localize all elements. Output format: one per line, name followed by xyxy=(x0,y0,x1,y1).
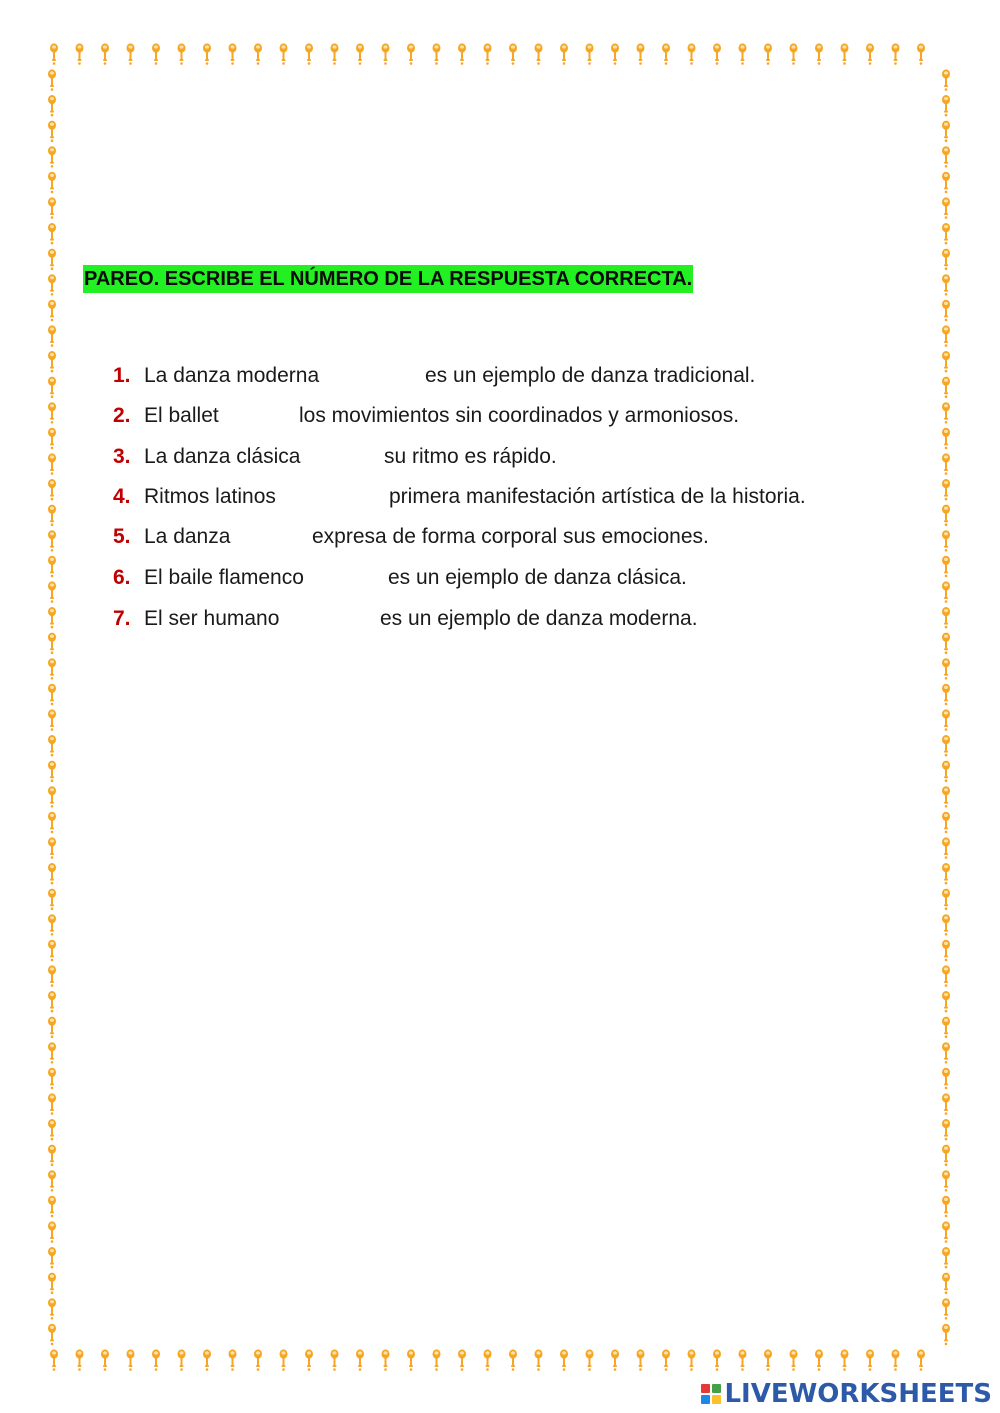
maraca-icon xyxy=(815,43,823,64)
maraca-icon xyxy=(942,1324,950,1345)
maraca-icon xyxy=(866,1349,874,1370)
maraca-icon xyxy=(509,43,517,64)
logo-square-1 xyxy=(701,1384,710,1393)
maraca-icon xyxy=(942,837,950,858)
item-number: 5. xyxy=(113,525,131,548)
logo-square-3 xyxy=(701,1395,710,1404)
item-definition: es un ejemplo de danza moderna. xyxy=(380,607,698,630)
maraca-icon xyxy=(203,1349,211,1370)
item-definition: su ritmo es rápido. xyxy=(384,445,557,468)
maraca-icon xyxy=(484,1349,492,1370)
maraca-icon xyxy=(382,1349,390,1370)
logo-mark-icon xyxy=(701,1384,721,1404)
maraca-icon xyxy=(48,95,56,116)
maraca-icon xyxy=(942,709,950,730)
maraca-icon xyxy=(942,761,950,782)
maraca-icon xyxy=(48,1170,56,1191)
maraca-icon xyxy=(331,43,339,64)
item-term: La danza xyxy=(144,525,231,548)
item-number: 6. xyxy=(113,566,131,589)
maraca-icon xyxy=(535,43,543,64)
maraca-icon xyxy=(254,43,262,64)
maraca-icon xyxy=(433,1349,441,1370)
maraca-icon xyxy=(739,1349,747,1370)
maraca-icon xyxy=(815,1349,823,1370)
logo-text: LIVEWORKSHEETS xyxy=(724,1379,992,1409)
maraca-icon xyxy=(942,786,950,807)
maraca-icon xyxy=(50,1349,58,1370)
maraca-icon xyxy=(611,1349,619,1370)
item-term: El ser humano xyxy=(144,607,280,630)
match-item xyxy=(0,563,1000,593)
maraca-icon xyxy=(48,1273,56,1294)
maraca-icon xyxy=(637,43,645,64)
maraca-icon xyxy=(942,658,950,679)
maraca-icon xyxy=(101,1349,109,1370)
liveworksheets-logo xyxy=(701,1377,992,1411)
maraca-icon xyxy=(942,1273,950,1294)
maraca-icon xyxy=(48,1068,56,1089)
maraca-icon xyxy=(433,43,441,64)
maraca-icon xyxy=(560,43,568,64)
maraca-icon xyxy=(48,914,56,935)
maraca-icon xyxy=(48,812,56,833)
maraca-icon xyxy=(48,300,56,321)
maraca-icon xyxy=(458,1349,466,1370)
maraca-icon xyxy=(942,69,950,90)
maraca-icon xyxy=(942,1042,950,1063)
maraca-icon xyxy=(942,300,950,321)
maraca-icon xyxy=(48,1221,56,1242)
match-item xyxy=(0,522,1000,552)
maraca-icon xyxy=(152,43,160,64)
maraca-icon xyxy=(48,991,56,1012)
maraca-icon xyxy=(942,172,950,193)
item-number: 1. xyxy=(113,364,131,387)
match-item xyxy=(0,401,1000,431)
maraca-icon xyxy=(48,786,56,807)
item-definition: primera manifestación artística de la historia. xyxy=(389,485,806,508)
maraca-icon xyxy=(48,274,56,295)
maraca-icon xyxy=(586,43,594,64)
maraca-icon xyxy=(942,146,950,167)
maraca-icon xyxy=(764,1349,772,1370)
maraca-icon xyxy=(942,863,950,884)
maraca-icon xyxy=(48,69,56,90)
maraca-icon xyxy=(48,684,56,705)
maraca-icon xyxy=(48,1119,56,1140)
maraca-icon xyxy=(356,43,364,64)
maraca-icon xyxy=(48,658,56,679)
maraca-icon xyxy=(484,43,492,64)
match-item xyxy=(0,442,1000,472)
maraca-icon xyxy=(356,1349,364,1370)
maraca-icon xyxy=(509,1349,517,1370)
maraca-icon xyxy=(152,1349,160,1370)
maraca-icon xyxy=(942,249,950,270)
maraca-icon xyxy=(48,761,56,782)
maraca-icon xyxy=(662,1349,670,1370)
maraca-icon xyxy=(942,1145,950,1166)
maraca-icon xyxy=(866,43,874,64)
item-term: La danza moderna xyxy=(144,364,320,387)
item-number: 3. xyxy=(113,445,131,468)
maraca-icon xyxy=(586,1349,594,1370)
maraca-icon xyxy=(305,1349,313,1370)
maraca-icon xyxy=(127,1349,135,1370)
maraca-icon xyxy=(942,223,950,244)
item-term: Ritmos latinos xyxy=(144,485,276,508)
item-definition: expresa de forma corporal sus emociones. xyxy=(312,525,709,548)
match-item xyxy=(0,604,1000,634)
maraca-icon xyxy=(611,43,619,64)
maraca-icon xyxy=(48,1017,56,1038)
maraca-icon xyxy=(535,1349,543,1370)
maraca-icon xyxy=(48,965,56,986)
maraca-icon xyxy=(48,1145,56,1166)
maraca-icon xyxy=(48,249,56,270)
item-number: 4. xyxy=(113,485,131,508)
maraca-icon xyxy=(764,43,772,64)
maraca-icon xyxy=(942,940,950,961)
item-definition: los movimientos sin coordinados y armoniosos. xyxy=(299,404,740,427)
maraca-icon xyxy=(942,274,950,295)
maraca-icon xyxy=(48,1298,56,1319)
maraca-icon xyxy=(48,146,56,167)
maraca-icon xyxy=(841,1349,849,1370)
maraca-icon xyxy=(637,1349,645,1370)
item-definition: es un ejemplo de danza tradicional. xyxy=(425,364,756,387)
maraca-icon xyxy=(841,43,849,64)
maraca-icon xyxy=(229,1349,237,1370)
maraca-icon xyxy=(942,1298,950,1319)
maraca-icon xyxy=(942,812,950,833)
maraca-icon xyxy=(942,1093,950,1114)
maraca-icon xyxy=(48,223,56,244)
logo-square-2 xyxy=(712,1384,721,1393)
maraca-icon xyxy=(48,735,56,756)
maraca-icon xyxy=(942,633,950,654)
maraca-icon xyxy=(942,1170,950,1191)
maraca-icon xyxy=(48,1042,56,1063)
maraca-icon xyxy=(942,121,950,142)
maraca-icon xyxy=(942,735,950,756)
maraca-icon xyxy=(203,43,211,64)
instruction-heading: PAREO. ESCRIBE EL NÚMERO DE LA RESPUESTA CORRECTA. xyxy=(83,265,693,293)
item-definition: es un ejemplo de danza clásica. xyxy=(388,566,687,589)
maraca-icon xyxy=(280,43,288,64)
maraca-icon xyxy=(101,43,109,64)
maraca-icon xyxy=(48,121,56,142)
maraca-icon xyxy=(942,1196,950,1217)
maraca-icon xyxy=(688,43,696,64)
maraca-icon xyxy=(942,325,950,346)
maraca-icon xyxy=(50,43,58,64)
maraca-icon xyxy=(76,1349,84,1370)
maraca-icon xyxy=(942,684,950,705)
maraca-icon xyxy=(713,43,721,64)
maraca-icon xyxy=(942,914,950,935)
maraca-icon xyxy=(382,43,390,64)
maraca-icon xyxy=(942,991,950,1012)
maraca-icon xyxy=(458,43,466,64)
maraca-icon xyxy=(48,709,56,730)
maraca-icon xyxy=(127,43,135,64)
logo-square-4 xyxy=(712,1395,721,1404)
maraca-icon xyxy=(917,1349,925,1370)
item-term: La danza clásica xyxy=(144,445,301,468)
maraca-icon xyxy=(48,1196,56,1217)
item-number: 2. xyxy=(113,404,131,427)
maraca-icon xyxy=(790,43,798,64)
maraca-icon xyxy=(560,1349,568,1370)
maraca-icon xyxy=(280,1349,288,1370)
maraca-icon xyxy=(942,1068,950,1089)
maraca-icon xyxy=(942,1247,950,1268)
maraca-icon xyxy=(48,1324,56,1345)
match-item xyxy=(0,361,1000,391)
maraca-icon xyxy=(942,95,950,116)
maraca-icon xyxy=(688,1349,696,1370)
maraca-icon xyxy=(331,1349,339,1370)
maraca-icon xyxy=(917,43,925,64)
maraca-icon xyxy=(48,1093,56,1114)
item-term: El ballet xyxy=(144,404,219,427)
maraca-icon xyxy=(48,837,56,858)
maraca-icon xyxy=(254,1349,262,1370)
maraca-icon xyxy=(76,43,84,64)
maraca-icon xyxy=(662,43,670,64)
maraca-icon xyxy=(892,1349,900,1370)
maraca-icon xyxy=(942,1017,950,1038)
maraca-icon xyxy=(942,965,950,986)
maraca-icon xyxy=(48,863,56,884)
maraca-icon xyxy=(48,633,56,654)
match-item xyxy=(0,482,1000,512)
maraca-icon xyxy=(48,940,56,961)
item-number: 7. xyxy=(113,607,131,630)
maraca-icon xyxy=(48,1247,56,1268)
maraca-icon xyxy=(48,197,56,218)
maraca-icon xyxy=(229,43,237,64)
maraca-icon xyxy=(790,1349,798,1370)
maraca-icon xyxy=(407,1349,415,1370)
maraca-icon xyxy=(942,1221,950,1242)
maraca-icon xyxy=(942,889,950,910)
maraca-icon xyxy=(48,172,56,193)
maraca-icon xyxy=(739,43,747,64)
maraca-icon xyxy=(178,43,186,64)
maraca-icon xyxy=(713,1349,721,1370)
maraca-icon xyxy=(178,1349,186,1370)
maraca-icon xyxy=(48,325,56,346)
maraca-icon xyxy=(942,1119,950,1140)
maraca-icon xyxy=(48,889,56,910)
maraca-icon xyxy=(305,43,313,64)
maraca-icon xyxy=(407,43,415,64)
maraca-icon xyxy=(942,197,950,218)
maraca-icon xyxy=(892,43,900,64)
item-term: El baile flamenco xyxy=(144,566,304,589)
